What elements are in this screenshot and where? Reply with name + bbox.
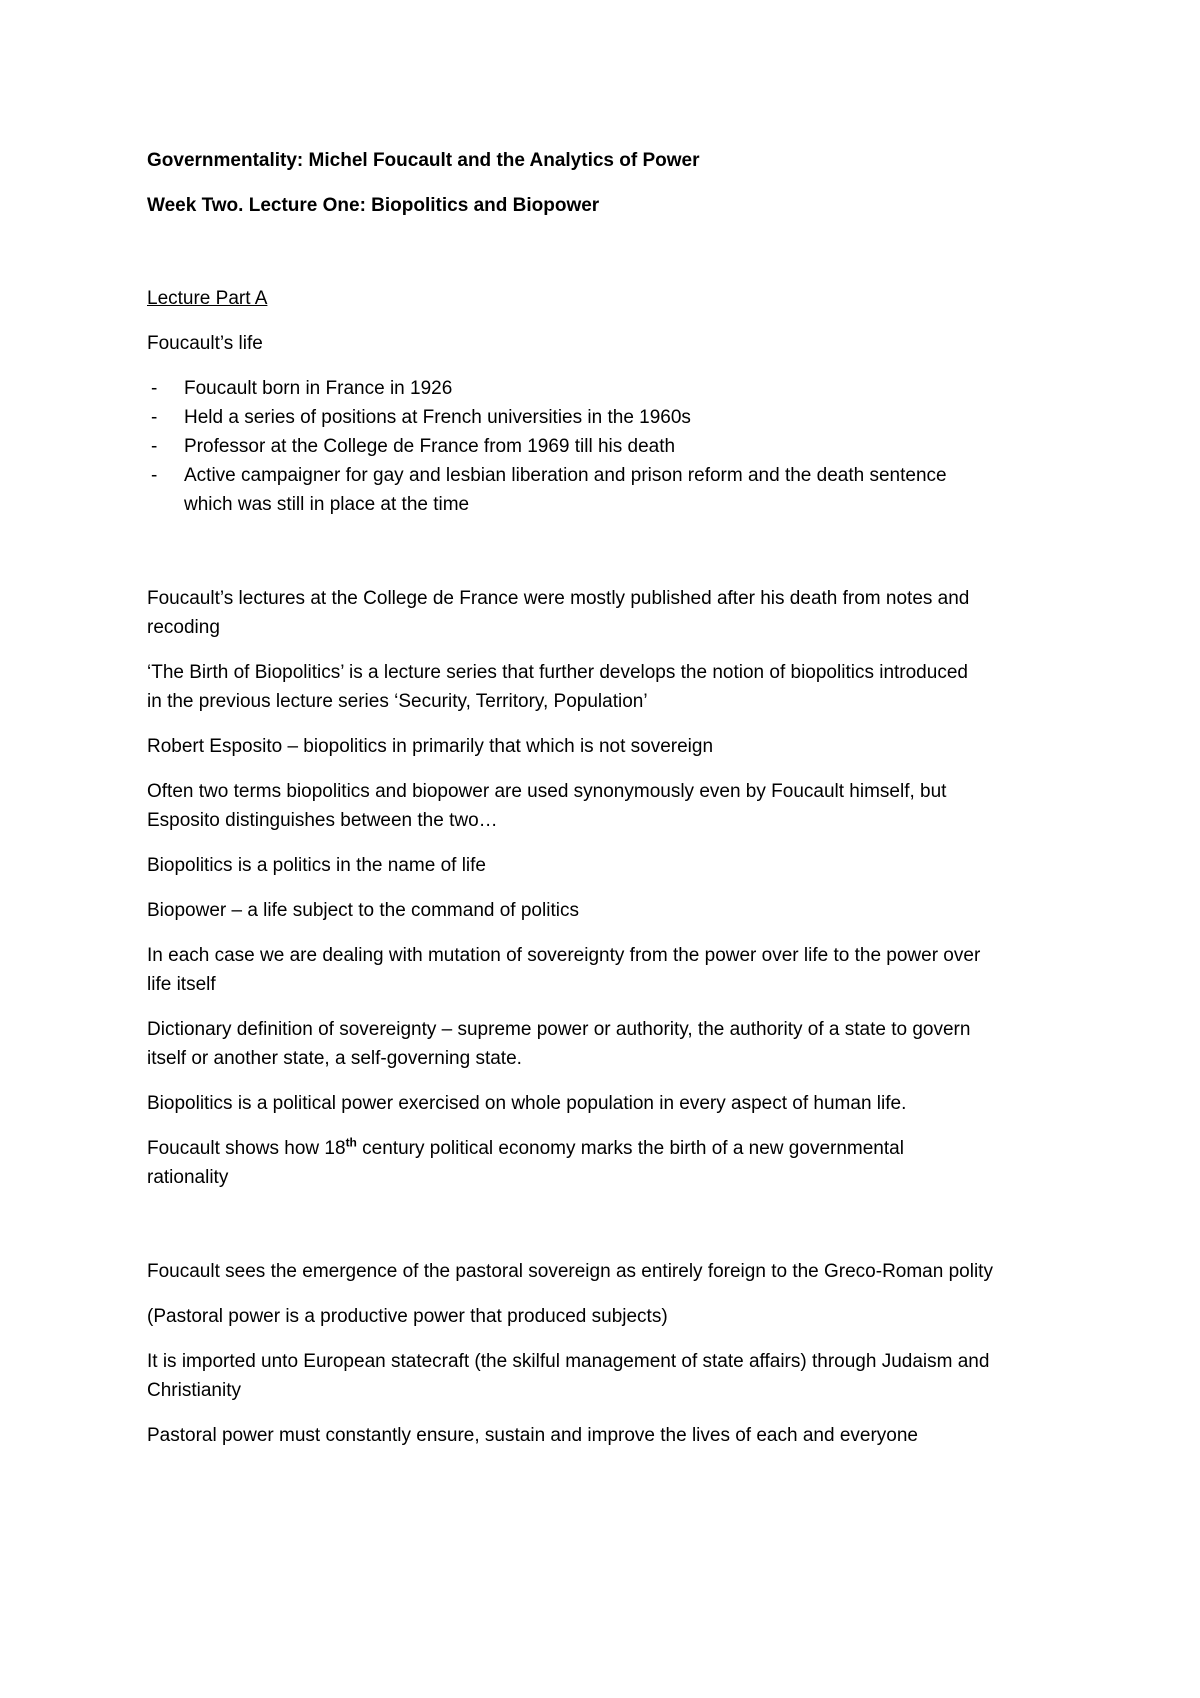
bullet-marker: - (151, 378, 158, 399)
list-item-continuation: which was still in place at the time (184, 494, 470, 515)
paragraph-line: (Pastoral power is a productive power that produced subjects) (147, 1306, 668, 1327)
paragraph-line (147, 1134, 904, 1163)
paragraph-line: Pastoral power must constantly ensure, sustain and improve the lives of each and everyone (147, 1425, 918, 1446)
paragraph-line: Biopolitics is a political power exercised on whole population in every aspect of human life. (147, 1093, 907, 1114)
paragraph-line: rationality (147, 1167, 229, 1188)
paragraph-line: Foucault’s lectures at the College de France were mostly published after his death from notes and (147, 588, 970, 609)
paragraph-line: It is imported unto European statecraft (the skilful management of state affairs) through Judaism and (147, 1351, 990, 1372)
text-segment: Foucault shows how 18 (147, 1138, 346, 1159)
paragraph-line: Biopolitics is a politics in the name of life (147, 855, 486, 876)
superscript: th (345, 1135, 357, 1150)
document-title: Governmentality: Michel Foucault and the Analytics of Power (147, 150, 700, 171)
list-item: Held a series of positions at French universities in the 1960s (184, 407, 691, 428)
paragraph-line: ‘The Birth of Biopolitics’ is a lecture series that further develops the notion of biopolitics introduced (147, 662, 968, 683)
paragraph-line: itself or another state, a self-governing state. (147, 1048, 522, 1069)
text-segment: century political economy marks the birth of a new governmental (356, 1138, 904, 1159)
document-subtitle: Week Two. Lecture One: Biopolitics and Biopower (147, 195, 600, 216)
paragraph-line: Christianity (147, 1380, 241, 1401)
paragraph-line: Dictionary definition of sovereignty – supreme power or authority, the authority of a state to govern (147, 1019, 971, 1040)
paragraph-line: Robert Esposito – biopolitics in primarily that which is not sovereign (147, 736, 714, 757)
paragraph-line: recoding (147, 617, 220, 638)
bullet-marker: - (151, 465, 158, 486)
life-heading: Foucault’s life (147, 333, 263, 354)
list-item: Professor at the College de France from 1969 till his death (184, 436, 676, 457)
paragraph-line: Often two terms biopolitics and biopower are used synonymously even by Foucault himself, but (147, 781, 947, 802)
list-item: Foucault born in France in 1926 (184, 378, 453, 399)
paragraph-line: Foucault sees the emergence of the pastoral sovereign as entirely foreign to the Greco-Roman polity (147, 1261, 993, 1282)
paragraph-line: Esposito distinguishes between the two… (147, 810, 498, 831)
paragraph-line: life itself (147, 974, 216, 995)
bullet-marker: - (151, 407, 158, 428)
paragraph-line: Biopower – a life subject to the command of politics (147, 900, 579, 921)
paragraph-line: In each case we are dealing with mutation of sovereignty from the power over life to the power over (147, 945, 981, 966)
list-item: Active campaigner for gay and lesbian liberation and prison reform and the death sentence (184, 465, 947, 486)
section-heading: Lecture Part A (147, 288, 268, 309)
paragraph-line: in the previous lecture series ‘Security, Territory, Population’ (147, 691, 648, 712)
bullet-marker: - (151, 436, 158, 457)
